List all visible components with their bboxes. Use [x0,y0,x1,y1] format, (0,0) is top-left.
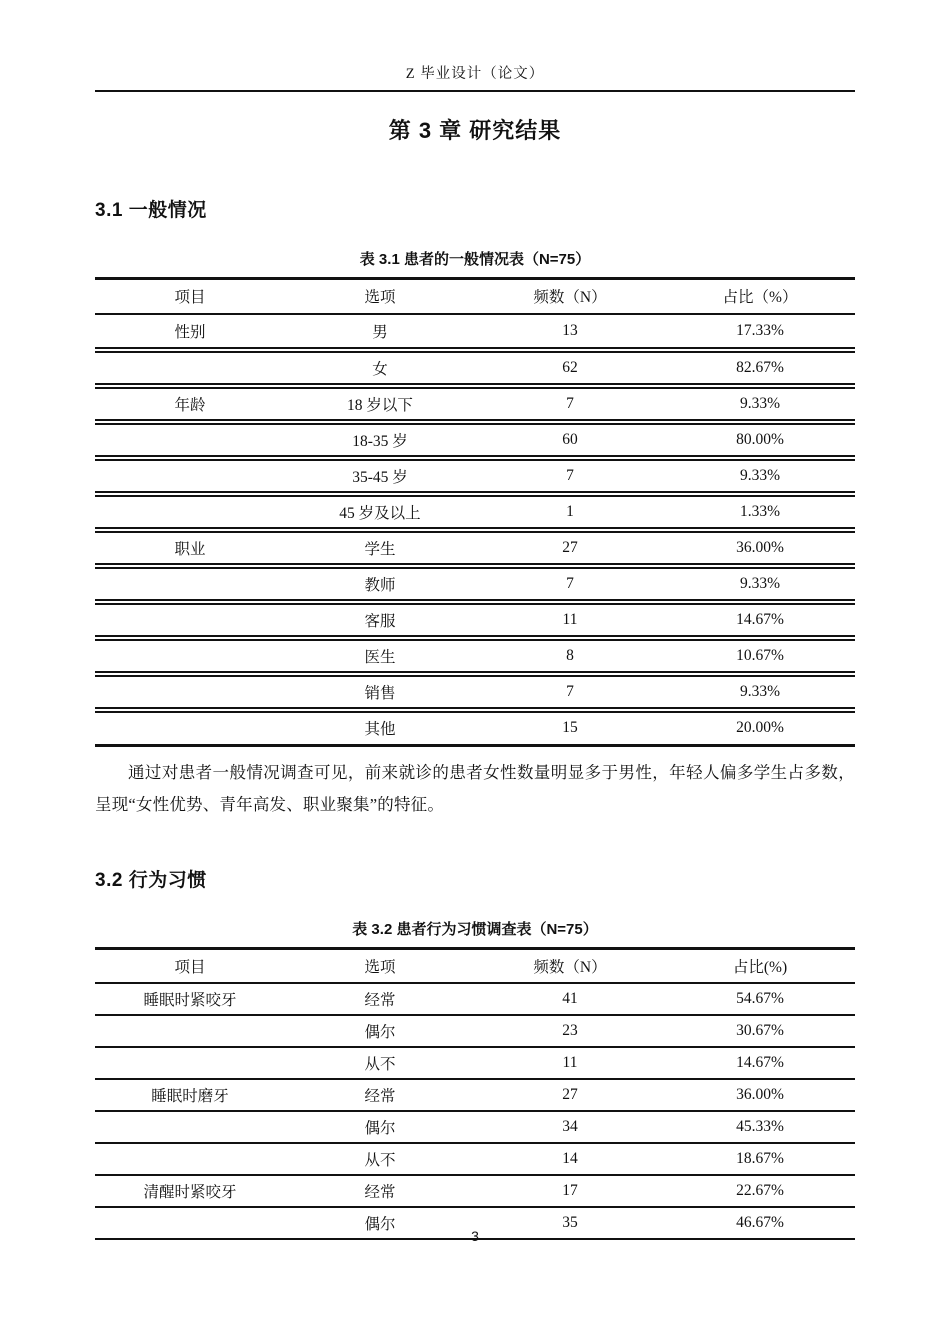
table-row [95,638,855,674]
table-3-1-head [95,279,855,314]
table-cell: 偶尔 [364,1119,396,1137]
table-cell: 17 [562,1181,578,1199]
table-cell: 14 [562,1149,578,1167]
body-paragraph: 通过对患者一般情况调查可见，前来就诊的患者女性数量明显多于男性，年轻人偏多学生占多数，呈现“女性优势、青年高发、职业聚集”的特征。 [95,763,855,815]
table-cell: 15 [562,719,578,737]
table-cell [95,710,285,746]
table-row [95,1175,855,1207]
table-cell: 27 [562,1085,578,1103]
table-row [95,602,855,638]
table-cell: 80.00% [736,430,784,448]
table-cell [95,602,285,638]
table-cell: 14.67% [736,610,784,628]
table-cell: 经常 [364,1087,396,1105]
table-cell: 1.33% [739,502,781,520]
table-cell [95,1143,285,1175]
table-cell: 62 [562,358,578,376]
table-cell: 睡眠时磨牙 [151,1087,229,1105]
table-cell: 女 [372,360,388,378]
table-cell: 医生 [364,648,396,666]
page-content [95,0,855,1240]
table-cell: 性别 [174,323,206,341]
table-cell: 36.00% [736,538,784,556]
table-row [95,386,855,422]
table-row [95,674,855,710]
table-cell: 7 [566,466,574,484]
table-row [95,1079,855,1111]
page-number: 3 [471,1228,479,1244]
table-cell: 学生 [364,540,396,558]
table-cell: 30.67% [736,1021,784,1039]
table-cell: 客服 [364,612,396,630]
table-cell: 销售 [364,684,396,702]
table-cell: 22.67% [736,1181,784,1199]
column-header: 选项 [364,289,396,307]
table-cell: 18.67% [736,1149,784,1167]
table-cell: 35-45 岁 [352,468,408,486]
table-row [95,422,855,458]
table-row [95,710,855,746]
table-cell: 54.67% [736,989,784,1007]
table-cell [95,350,285,386]
table-cell: 82.67% [736,358,784,376]
table-row [95,1047,855,1079]
table-cell: 14.67% [736,1053,784,1071]
table-row [95,350,855,386]
table-row [95,1015,855,1047]
table-cell: 清醒时紧咬牙 [143,1183,237,1201]
table-cell: 17.33% [736,321,784,339]
table-cell: 18-35 岁 [352,432,408,450]
table-cell: 8 [566,646,574,664]
table-cell [95,566,285,602]
table-cell: 18 岁以下 [347,396,413,414]
table-3-2 [95,947,855,1240]
table-3-1 [95,277,855,747]
table-cell: 7 [566,394,574,412]
column-header: 选项 [364,959,396,977]
running-head: Z 毕业设计（论文） [405,66,545,82]
table-cell: 1 [566,502,574,520]
table-3-2-body [95,983,855,1239]
table-row [95,530,855,566]
table-row [95,566,855,602]
table-cell: 9.33% [739,394,781,412]
section-heading-3-2: 3.2 行为习惯 [95,870,207,892]
table-cell: 其他 [364,721,396,739]
table-cell: 偶尔 [364,1023,396,1041]
column-header: 占比（%） [722,289,798,307]
table-cell: 从不 [364,1151,396,1169]
table-3-1-caption: 表 3.1 患者的一般情况表（N=75） [359,251,591,268]
table-cell: 36.00% [736,1085,784,1103]
table-cell: 20.00% [736,719,784,737]
column-header: 项目 [174,959,206,977]
table-cell: 34 [562,1117,578,1135]
table-cell: 45.33% [736,1117,784,1135]
table-cell [95,1111,285,1143]
table-cell [95,422,285,458]
table-header-row [95,279,855,314]
table-cell: 9.33% [739,466,781,484]
table-cell: 职业 [174,540,206,558]
table-cell: 11 [562,1053,578,1071]
table-row [95,983,855,1015]
table-cell [95,1015,285,1047]
table-cell [95,674,285,710]
table-row [95,1111,855,1143]
table-cell: 46.67% [736,1213,784,1231]
table-cell [95,458,285,494]
table-cell: 偶尔 [364,1215,396,1233]
table-row [95,1143,855,1175]
table-row [95,494,855,530]
table-cell: 41 [562,989,578,1007]
table-cell: 睡眠时紧咬牙 [143,991,237,1009]
table-3-1-body [95,314,855,746]
table-row [95,458,855,494]
table-cell: 经常 [364,991,396,1009]
table-3-2-head [95,949,855,983]
column-header: 占比(%) [732,959,788,977]
table-cell: 经常 [364,1183,396,1201]
table-cell: 9.33% [739,574,781,592]
chapter-title: 第 3 章 研究结果 [388,118,562,143]
table-header-row [95,949,855,983]
table-cell: 年龄 [174,396,206,414]
table-cell: 7 [566,574,574,592]
table-cell: 男 [372,323,388,341]
table-cell: 60 [562,430,578,448]
table-cell: 13 [562,321,578,339]
table-cell: 教师 [364,576,396,594]
table-cell: 35 [562,1213,578,1231]
column-header: 项目 [174,289,206,307]
column-header: 频数（N） [533,959,607,977]
table-cell: 从不 [364,1055,396,1073]
table-cell: 45 岁及以上 [339,504,421,522]
table-cell: 10.67% [736,646,784,664]
table-cell [95,638,285,674]
table-cell [95,494,285,530]
table-cell: 23 [562,1021,578,1039]
header-rule [95,90,855,92]
table-cell: 27 [562,538,578,556]
table-cell: 7 [566,682,574,700]
table-cell: 11 [562,610,578,628]
table-3-2-caption: 表 3.2 患者行为习惯调查表（N=75） [352,921,598,939]
table-row [95,314,855,350]
table-cell [95,1047,285,1079]
table-cell: 9.33% [739,682,781,700]
column-header: 频数（N） [533,289,607,307]
section-heading-3-1: 3.1 一般情况 [95,200,207,221]
